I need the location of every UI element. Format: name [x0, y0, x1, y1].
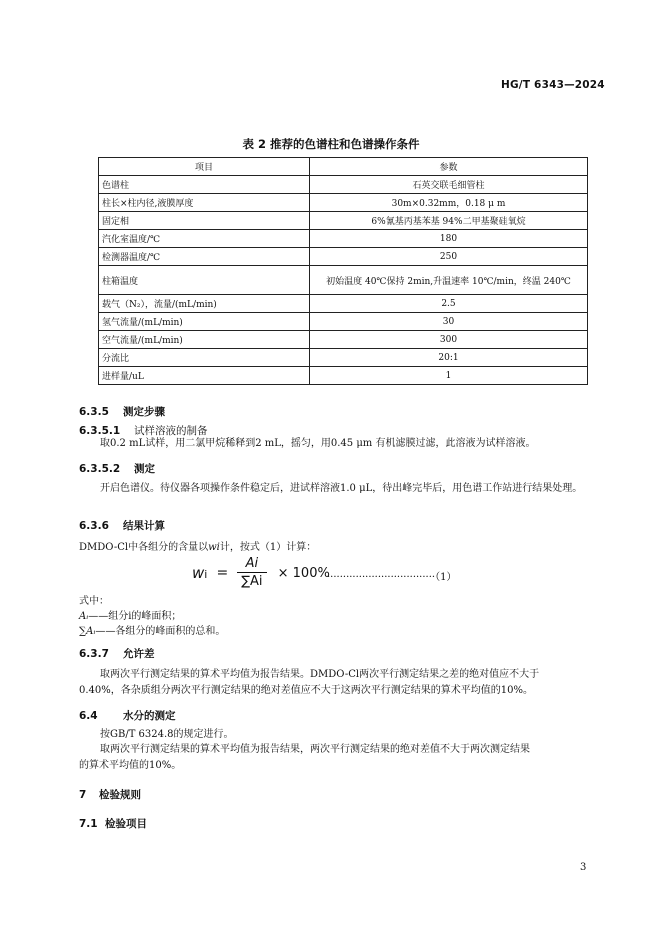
formula-equals: = — [216, 565, 229, 581]
intro-text: DMDO-Cl中各组分的含量以 — [79, 542, 209, 553]
formula-times: × 100% — [277, 565, 330, 581]
where-label: 式中： — [79, 596, 109, 607]
table-cell-item: 氢气流量/(mL/min) — [99, 313, 310, 331]
section-heading-7 — [79, 787, 141, 802]
definition-text: ——组分i的峰面积； — [88, 611, 182, 622]
section-number: 7.1 — [79, 818, 98, 830]
section-title: 检验项目 — [105, 818, 147, 830]
paragraph-tolerance-line2: 0.40%，各杂质组分两次平行测定结果的绝对差值应不大于这两次平行测定结果的算术平均值的10%。 — [79, 685, 533, 696]
table-row — [99, 349, 588, 367]
column-header: 参数 — [310, 158, 588, 176]
table-cell-value: 20:1 — [310, 349, 588, 367]
table-cell-item: 色谱柱 — [99, 176, 310, 194]
table-row — [99, 295, 588, 313]
paragraph-water-line1: 按GB/T 6324.8的规定进行。 — [100, 729, 234, 740]
table-header-row — [99, 158, 588, 176]
table-cell-item: 汽化室温度/℃ — [99, 230, 310, 248]
section-heading-6-4 — [79, 708, 176, 723]
section-title: 允许差 — [123, 648, 155, 660]
paragraph-calc-intro — [79, 540, 316, 555]
table-cell-value: 2.5 — [310, 295, 588, 313]
table-row — [99, 313, 588, 331]
formula-lhs — [192, 564, 207, 582]
table-row — [99, 176, 588, 194]
table-cell-item: 固定相 — [99, 212, 310, 230]
paragraph-sample-prep: 取0.2 mL试样，用二氯甲烷稀释到2 mL，摇匀，用0.45 μm 有机滤膜过滤，此溶液为试样溶液。 — [100, 438, 536, 449]
formula-lhs-symbol: w — [192, 564, 205, 582]
table-cell-item: 空气流量/(mL/min) — [99, 331, 310, 349]
table-caption: 表 2 推荐的色谱柱和色谱操作条件 — [242, 137, 420, 151]
table-row — [99, 194, 588, 212]
definition-symbol: ∑Aᵢ — [79, 626, 96, 637]
section-number: 6.4 — [79, 710, 98, 722]
table-row — [99, 248, 588, 266]
table-cell-value: 30m×0.32mm，0.18 μ m — [310, 194, 588, 212]
paragraph-water-line2: 取两次平行测定结果的算术平均值为报告结果，两次平行测定结果的绝对差值不大于两次测定结果 — [100, 744, 530, 755]
table-cell-item: 分流比 — [99, 349, 310, 367]
table-cell-item: 进样量/uL — [99, 367, 310, 385]
table-row — [99, 230, 588, 248]
section-number: 6.3.5.1 — [79, 425, 121, 437]
intro-variable: wi — [208, 542, 220, 553]
section-title: 水分的测定 — [123, 710, 176, 722]
intro-text: 计，按式（1）计算： — [219, 542, 317, 553]
definition-text: ——各组分的峰面积的总和。 — [95, 626, 226, 637]
section-heading-6-3-7 — [79, 646, 155, 661]
table-cell-item: 载气（N₂），流量/(mL/min) — [99, 295, 310, 313]
table-cell-value: 300 — [310, 331, 588, 349]
section-title: 检验规则 — [99, 789, 141, 801]
table-cell-value: 6%氰基丙基苯基 94%二甲基聚硅氧烷 — [310, 212, 588, 230]
formula-denominator: ∑Ai — [241, 574, 263, 589]
page-number: 3 — [580, 862, 587, 873]
formula-fraction — [237, 556, 266, 590]
table-cell-value: 30 — [310, 313, 588, 331]
table-cell-value: 石英交联毛细管柱 — [310, 176, 588, 194]
column-header: 项目 — [99, 158, 310, 176]
table-cell-item: 柱长×柱内径,液膜厚度 — [99, 194, 310, 212]
standard-code: HG/T 6343—2024 — [501, 79, 605, 91]
table-cell-value: 180 — [310, 230, 588, 248]
table-row — [99, 331, 588, 349]
section-number: 6.3.7 — [79, 648, 109, 660]
formula-number: （1） — [435, 572, 457, 583]
section-title: 结果计算 — [123, 520, 165, 532]
formula-dots: ·································· — [327, 572, 436, 583]
table-row — [99, 212, 588, 230]
table-cell-item: 检测器温度/℃ — [99, 248, 310, 266]
section-number: 6.3.6 — [79, 520, 109, 532]
definition-sum-ai — [79, 624, 225, 639]
table-row — [99, 367, 588, 385]
section-title: 测定步骤 — [123, 406, 165, 418]
table-cell-value: 1 — [310, 367, 588, 385]
definition-symbol: Aᵢ — [79, 611, 89, 622]
table-cell-item: 柱箱温度 — [99, 266, 310, 295]
table-cell-value: 初始温度 40℃保持 2min,升温速率 10℃/min，终温 240℃ — [310, 266, 588, 295]
section-heading-6-3-6 — [79, 518, 165, 533]
table-row — [99, 266, 588, 295]
paragraph-measurement: 开启色谱仪。待仪器各项操作条件稳定后，进试样溶液1.0 μL，待出峰完毕后，用色谱工作站进行结果处理。 — [100, 483, 583, 494]
paragraph-tolerance-line1: 取两次平行测定结果的算术平均值为报告结果。DMDO-Cl两次平行测定结果之差的绝对值应不大于 — [100, 669, 540, 680]
section-heading-6-3-5 — [79, 404, 165, 419]
definition-ai — [79, 609, 181, 624]
paragraph-water-line3: 的算术平均值的10%。 — [79, 760, 182, 771]
formula-lhs-subscript: i — [204, 568, 208, 581]
section-title: 测定 — [134, 463, 155, 475]
formula-numerator: Ai — [237, 556, 266, 573]
section-title: 试样溶液的制备 — [134, 425, 208, 437]
section-heading-7-1 — [79, 816, 147, 831]
table-cell-value: 250 — [310, 248, 588, 266]
section-number: 6.3.5 — [79, 406, 109, 418]
formula-leader — [327, 568, 456, 583]
section-number: 7 — [79, 789, 87, 801]
section-number: 6.3.5.2 — [79, 463, 121, 475]
section-heading-6-3-5-2 — [79, 461, 155, 476]
parameters-table — [98, 157, 588, 385]
